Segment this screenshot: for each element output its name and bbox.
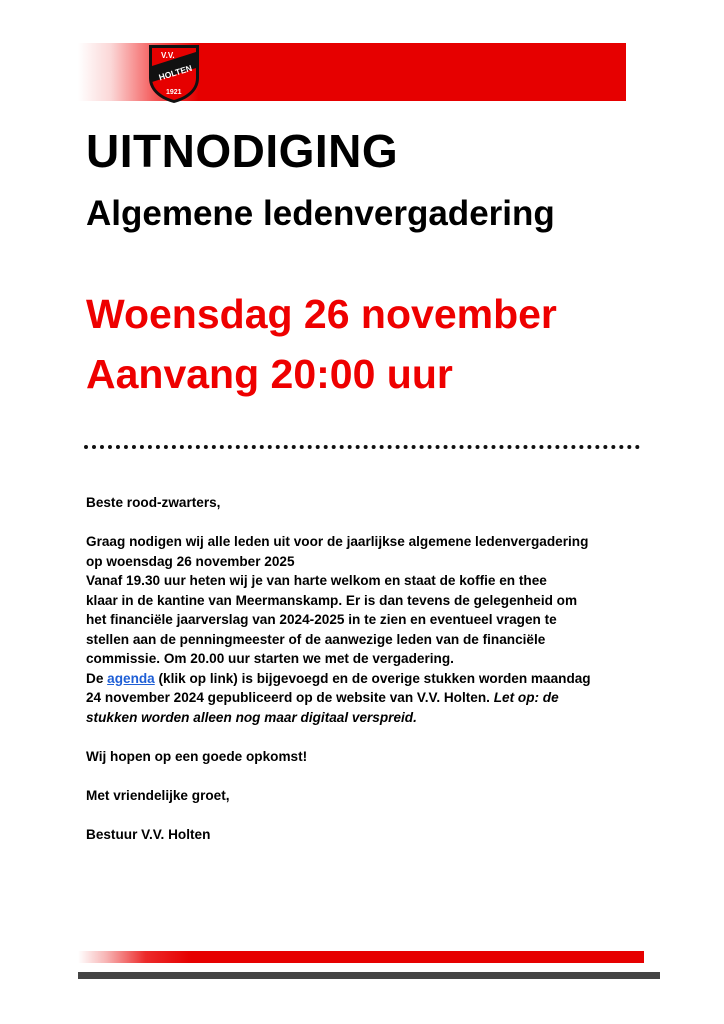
body-line: op woensdag 26 november 2025 bbox=[86, 553, 295, 569]
body-line bbox=[86, 688, 656, 708]
event-time: Aanvang 20:00 uur bbox=[86, 351, 453, 397]
logo-top-text: V.V. bbox=[161, 51, 175, 60]
vv-holten-logo-icon bbox=[146, 42, 202, 104]
event-date: Woensdag 26 november bbox=[86, 291, 557, 337]
notice-text: Let op: de bbox=[493, 690, 559, 705]
letter-body bbox=[86, 493, 656, 844]
agenda-prefix: De bbox=[86, 670, 108, 686]
publication-text: 24 november 2024 gepubliceerd op de website van V.V. Holten. bbox=[86, 690, 494, 705]
logo-year-text: 1921 bbox=[166, 89, 182, 96]
greeting: Beste rood-zwarters, bbox=[86, 495, 221, 510]
dotted-divider bbox=[84, 445, 640, 449]
closing-line: Met vriendelijke groet, bbox=[86, 787, 230, 803]
hope-line: Wij hopen op een goede opkomst! bbox=[86, 748, 308, 764]
footer-red-bar bbox=[78, 951, 644, 963]
page-title: UITNODIGING bbox=[86, 125, 399, 177]
notice-text-cont: stukken worden alleen nog maar digitaal verspreid. bbox=[86, 709, 417, 725]
footer-gray-bar bbox=[78, 972, 660, 979]
body-line: het financiële jaarverslag van 2024-2025 in te zien en eventueel vragen te bbox=[86, 612, 557, 627]
agenda-line-rest: (klik op link) is bijgevoegd en de overige stukken worden maandag bbox=[154, 670, 591, 686]
body-line: Vanaf 19.30 uur heten wij je van harte welkom en staat de koffie en thee bbox=[86, 573, 547, 588]
body-line: klaar in de kantine van Meermanskamp. Er is dan tevens de gelegenheid om bbox=[86, 592, 578, 608]
agenda-link[interactable]: agenda bbox=[107, 670, 155, 686]
body-line: Graag nodigen wij alle leden uit voor de jaarlijkse algemene ledenvergadering bbox=[86, 534, 589, 549]
page-subtitle: Algemene ledenvergadering bbox=[86, 194, 555, 233]
body-line: stellen aan de penningmeester of de aanwezige leden van de financiële bbox=[86, 631, 546, 647]
agenda-line bbox=[86, 669, 656, 689]
logo-band-text: HOLTEN bbox=[157, 62, 194, 83]
body-line: commissie. Om 20.00 uur starten we met de vergadering. bbox=[86, 651, 454, 666]
signature: Bestuur V.V. Holten bbox=[86, 826, 211, 842]
